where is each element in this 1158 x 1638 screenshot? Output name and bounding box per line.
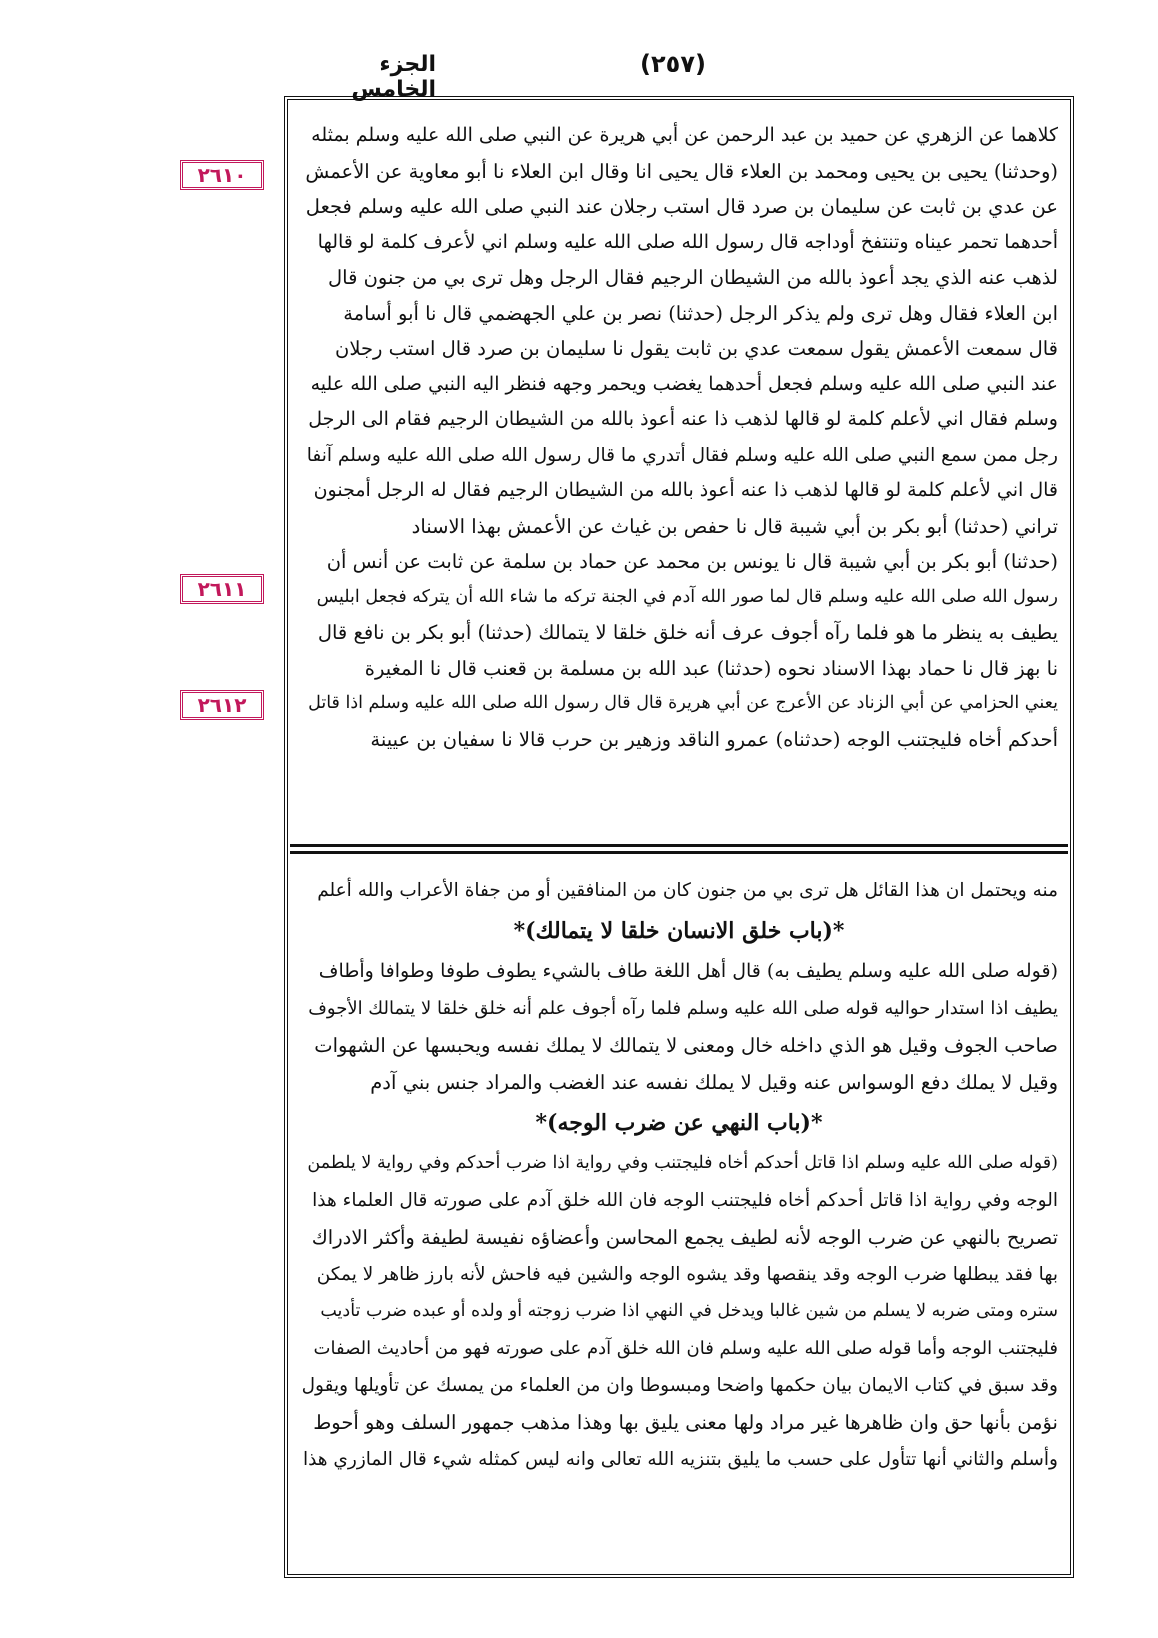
commentary-line: يطيف اذا استدار حواليه قوله صلى الله عليه وسلم فلما رآه أجوف علم أنه خلق خلقا لا يتمالك الأجوف — [308, 998, 1058, 1019]
commentary-section — [300, 872, 1058, 1564]
volume-label: الجزء الخامس — [351, 52, 436, 102]
text-line: ابن العلاء فقال وهل ترى ولم يذكر الرجل (حدثنا) نصر بن علي الجهضمي قال نا أبو أسامة — [343, 301, 1058, 325]
text-line: رجل ممن سمع النبي صلى الله عليه وسلم فقال أتدري ما قال رسول الله صلى الله عليه وسلم آنفا — [306, 444, 1058, 466]
commentary-line: نؤمن بأنها حق وان ظاهرها غير مراد ولها معنى يليق بها وهذا مذهب جمهور السلف وهو أحوط — [313, 1411, 1058, 1434]
text-line: يطيف به ينظر ما هو فلما رآه أجوف عرف أنه خلق خلقا لا يتمالك (حدثنا) أبو بكر بن نافع قال — [317, 621, 1058, 644]
text-line: نا بهز قال نا حماد بهذا الاسناد نحوه (حدثنا) عبد الله بن مسلمة بن قعنب قال نا المغيرة — [364, 656, 1058, 680]
section-divider — [290, 844, 1068, 854]
text-line: أحدهما تحمر عيناه وتنتفخ أوداجه قال رسول الله صلى الله عليه وسلم اني لأعرف كلمة لو قالها — [317, 230, 1058, 253]
hadith-number-2611: ٢٦١١ — [180, 574, 264, 604]
text-line: كلاهما عن الزهري عن حميد بن عبد الرحمن عن أبي هريرة عن النبي صلى الله عليه وسلم بمثله — [311, 124, 1058, 146]
text-line: أحدكم أخاه فليجتنب الوجه (حدثناه) عمرو الناقد وزهير بن حرب قالا نا سفيان بن عيينة — [370, 727, 1058, 751]
text-line: (حدثنا) أبو بكر بن أبي شيبة قال نا يونس بن محمد عن حماد بن سلمة عن ثابت عن أنس أن — [326, 550, 1058, 573]
text-line: لذهب عنه الذي يجد أعوذ بالله من الشيطان الرجيم فقال الرجل وهل ترى بي من جنون قال — [327, 266, 1058, 289]
commentary-line: وأسلم والثاني أنها تتأول على حسب ما يليق بتنزيه الله تعالى وانه ليس كمثله شيء قال المازري هذا — [302, 1449, 1058, 1470]
hadith-number-2610: ٢٦١٠ — [180, 160, 264, 190]
text-line: قال اني لأعلم كلمة لو قالها لذهب ذا عنه أعوذ بالله من الشيطان الرجيم فقال له الرجل أمجنون — [313, 479, 1058, 501]
text-line: رسول الله صلى الله عليه وسلم قال لما صور الله آدم في الجنة تركه ما شاء الله أن يتركه فجعل ابليس — [316, 586, 1058, 607]
chapter-heading: *(باب النهي عن ضرب الوجه)* — [535, 1110, 823, 1136]
text-line: يعني الحزامي عن أبي الزناد عن الأعرج عن أبي هريرة قال قال رسول الله صلى الله عليه وسلم اذا قاتل — [308, 693, 1058, 713]
text-line: وسلم فقال اني لأعلم كلمة لو قالها لذهب ذا عنه أعوذ بالله من الشيطان الرجيم فقام الى الرجل — [308, 408, 1058, 430]
commentary-line: (قوله صلى الله عليه وسلم يطيف به) قال أهل اللغة طاف بالشيء يطوف طوفا وطوافا وأطاف — [318, 960, 1058, 982]
commentary-line: الوجه وفي رواية اذا قاتل أحدكم أخاه فليجتنب الوجه فان الله خلق آدم على صورته قال العلماء هذا — [312, 1190, 1058, 1211]
text-line: عند النبي صلى الله عليه وسلم فجعل أحدهما يغضب ويحمر وجهه فنظر اليه النبي صلى الله عليه — [310, 372, 1058, 395]
chapter-heading: *(باب خلق الانسان خلقا لا يتمالك)* — [513, 918, 845, 944]
commentary-line: بها فقد يبطلها ضرب الوجه وقد ينقصها وقد يشوه الوجه والشين فيه فاحش لأنه بارز ظاهر لا يمكن — [316, 1264, 1058, 1285]
commentary-line: وقيل لا يملك دفع الوسواس عنه وقيل لا يملك نفسه عند الغضب والمراد جنس بني آدم — [370, 1071, 1058, 1094]
page-number: (٢٥٧) — [640, 50, 706, 78]
commentary-line: صاحب الجوف وقيل هو الذي داخله خال ومعنى لا يتمالك لا يملك نفسه ويحبسها عن الشهوات — [314, 1034, 1058, 1057]
text-line: (وحدثنا) يحيى بن يحيى ومحمد بن العلاء قال يحيى انا وقال ابن العلاء نا أبو معاوية عن الأعمش — [305, 159, 1058, 183]
hadith-text-section — [300, 118, 1058, 840]
commentary-line: تصريح بالنهي عن ضرب الوجه لأنه لطيف يجمع المحاسن وأعضاؤه نفيسة لطيفة وأكثر الادراك — [311, 1226, 1058, 1249]
commentary-line: (قوله صلى الله عليه وسلم اذا قاتل أحدكم أخاه فليجتنب وفي رواية اذا ضرب أحدكم وفي رواية لا يلطمن — [307, 1153, 1058, 1173]
commentary-line: ستره ومتى ضربه لا يسلم من شين غالبا ويدخل في النهي اذا ضرب زوجته أو ولده أو عبده ضرب تأديب — [320, 1301, 1058, 1321]
intro-line: منه ويحتمل ان هذا القائل هل ترى بي من جنون كان من المنافقين أو من جفاة الأعراب والله أعلم — [317, 880, 1058, 901]
hadith-number-2612: ٢٦١٢ — [180, 690, 264, 720]
text-line: قال سمعت الأعمش يقول سمعت عدي بن ثابت يقول نا سليمان بن صرد قال استب رجلان — [335, 337, 1058, 360]
text-line: عن عدي بن ثابت عن سليمان بن صرد قال استب رجلان عند النبي صلى الله عليه وسلم فجعل — [305, 195, 1058, 218]
text-line: تراني (حدثنا) أبو بكر بن أبي شيبة قال نا حفص بن غياث عن الأعمش بهذا الاسناد — [411, 514, 1058, 538]
commentary-line: فليجتنب الوجه وأما قوله صلى الله عليه وسلم فان الله خلق آدم على صورته فهو من أحاديث الصفات — [313, 1338, 1058, 1359]
commentary-line: وقد سبق في كتاب الايمان بيان حكمها واضحا ومبسوطا وان من العلماء من يمسك عن تأويلها ويقول — [301, 1375, 1058, 1396]
